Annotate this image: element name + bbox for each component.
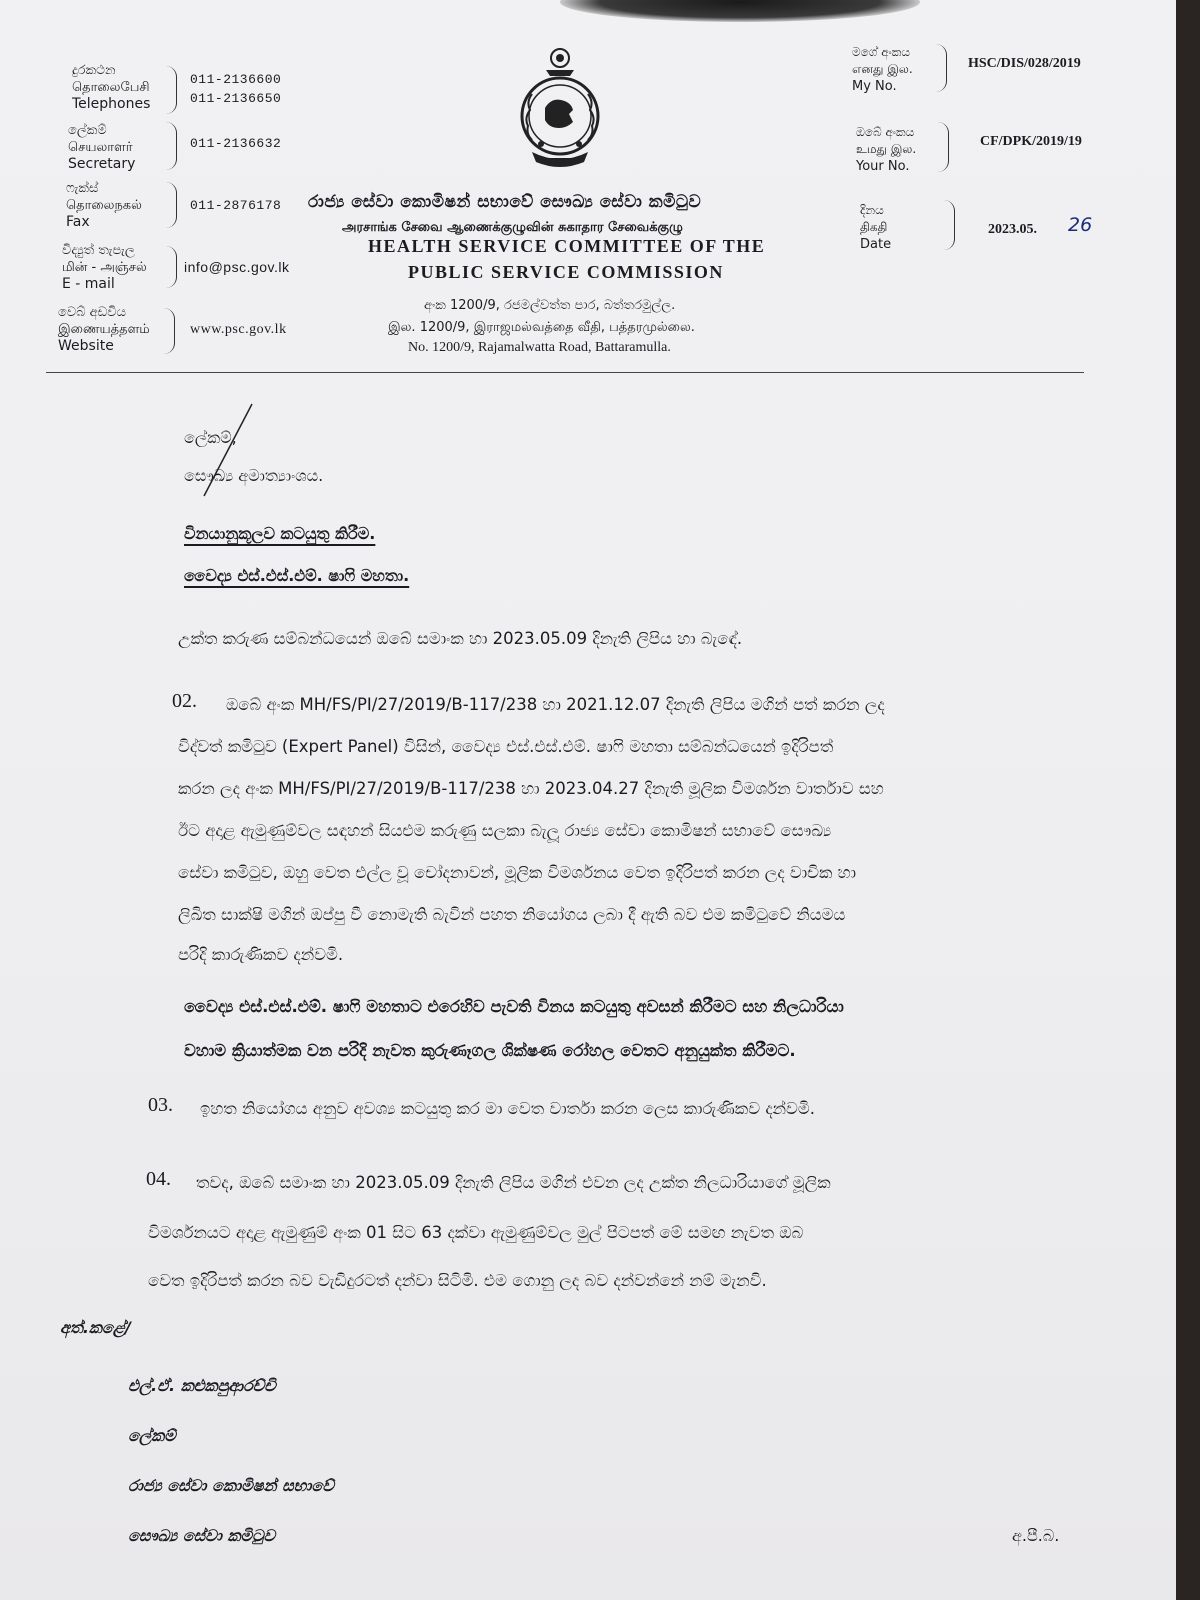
para-02-line: ඊට අදාළ ඇමුණුම්වල සඳහන් සියළුම කරුණු සලකා බැලූ රාජ්‍ය සේවා කොමිෂන් සභාවේ සෞඛ්‍ය: [178, 821, 832, 840]
brace: [166, 122, 177, 170]
brace: [938, 122, 949, 172]
secretary-value: 011-2136632: [190, 136, 282, 151]
brace: [944, 200, 955, 250]
fax-value: 011-2876178: [190, 198, 282, 213]
opening-paragraph: උක්ත කරුණ සම්බන්ධයෙන් ඔබේ සමාංක හා 2023.05.09 දිනැති ලිපිය හා බැඳේ.: [178, 629, 743, 648]
para-04-line: විමර්ශනයට අදාළ ඇමුණුම් අංක 01 සිට 63 දක්වා ඇමුණුම්වල මුල් පිටපත් මේ සමඟ නැවත ඔබ: [148, 1223, 804, 1242]
title-tamil: அரசாங்க சேவை ஆணைக்குழுவின் சுகாதார சேவைக்குழு: [342, 220, 683, 235]
brace: [166, 182, 177, 228]
website-link[interactable]: www.psc.gov.lk: [190, 322, 287, 337]
title-english-line1: HEALTH SERVICE COMMITTEE OF THE: [368, 236, 766, 256]
para-04-line: තවද, ඔබේ සමාංක හා 2023.05.09 දිනැති ලිපිය මගින් එවන ලද උක්ත නිලධාරියාගේ මූලික: [196, 1173, 831, 1192]
order-line: වහාම ක්‍රියාත්මක වන පරිදි නැවත කුරුණෑගල ශික්ෂණ රෝහල වෙතට අනුයුක්ත කිරීමට.: [184, 1041, 796, 1060]
contact-secretary-label: ලේකම් செயலாளர் Secretary: [68, 123, 136, 172]
initials: අ.පී.බ.: [1012, 1526, 1060, 1545]
subject-line2: වෛද්‍ය එස්.එස්.එම්. ෂාෆි මහතා.: [184, 566, 410, 585]
photo-shadow: [560, 0, 920, 22]
para-02-line: කරන ලද අංක MH/FS/PI/27/2019/B-117/238 හා 2023.04.27 දිනැති මූලික විමර්ශන වාර්තාව සහ: [178, 779, 884, 798]
para-02-number: 02.: [172, 690, 197, 712]
your-no-value: CF/DPK/2019/19: [980, 134, 1082, 149]
recipient-line1: ලේකම්,: [184, 428, 237, 447]
email-link[interactable]: info@psc.gov.lk: [184, 259, 290, 275]
para-03-text: ඉහත නියෝගය අනුව අවශ්‍ය කටයුතු කර මා වෙත වාර්තා කරන ලෙස කාරුණිකව දන්වමි.: [200, 1099, 816, 1118]
sri-lanka-emblem: [512, 44, 608, 172]
order-line: වෛද්‍ය එස්.එස්.එම්. ෂාෆි මහතාට එරෙහිව පැවති විනය කටයුතු අවසන් කිරීමට සහ නිලධාරියා: [184, 997, 844, 1016]
contact-website-label: වෙබ් අඩවිය இணையத்தளம் Website: [58, 305, 150, 354]
address-english: No. 1200/9, Rajamalwatta Road, Battaramulla.: [408, 340, 671, 355]
signatory-org-line2: සෞඛ්‍ය සේවා කමිටුව: [128, 1526, 275, 1545]
handwritten-date-day: 26: [1068, 214, 1093, 236]
brace: [164, 308, 175, 354]
contact-telephones-label: දුරකථන தொலைபேசி Telephones: [72, 63, 151, 112]
recipient-line2: සෞඛ්‍ය අමාත්‍යාංශය.: [184, 466, 324, 485]
para-02-line: පරිදි කාරුණිකව දන්වමි.: [178, 945, 344, 964]
brace: [166, 246, 177, 288]
contact-email-label: විද්‍යුත් තැපැල மின் - அஞ்சல் E - mail: [62, 243, 147, 292]
brace: [166, 66, 177, 114]
subject-line1: විනයානුකූලව කටයුතු කිරීම.: [184, 524, 376, 543]
signed-by-mark: අත්.කළේ/: [60, 1318, 131, 1337]
my-no-label: මගේ අංකය எனது இல. My No.: [852, 45, 913, 94]
header-divider: [46, 372, 1084, 373]
address-sinhala: අංක 1200/9, රජමල්වත්ත පාර, බත්තරමුල්ල.: [424, 298, 676, 313]
pen-strike-mark: [190, 400, 270, 500]
signatory-name: එල්.ඒ. කළුකපුආරච්චි: [128, 1376, 276, 1395]
para-02-line: ලිඛිත සාක්ෂි මගින් ඔප්පු වී නොමැති බැවින් පහත නියෝගය ලබා දී ඇති බව එම කමිටුවේ නියමය: [178, 905, 846, 924]
signatory-title: ලේකම්: [128, 1426, 176, 1445]
title-english-line2: PUBLIC SERVICE COMMISSION: [408, 262, 724, 282]
brace: [936, 44, 947, 92]
para-02-line: සේවා කමිටුව, ඔහු වෙත එල්ල වූ චෝදනාවන්, මූලික විමර්ශනය වෙත ඉදිරිපත් කරන ලද වාචික හා: [178, 863, 857, 882]
para-03-number: 03.: [148, 1094, 173, 1116]
date-label: දිනය திகதி Date: [860, 203, 892, 252]
date-value: 2023.05.: [988, 222, 1037, 237]
your-no-label: ඔබේ අංකය உமது இல. Your No.: [856, 125, 917, 174]
telephone-values: 011-2136600 011-2136650: [190, 72, 282, 106]
address-tamil: இல. 1200/9, இராஜமல்வத்தை வீதி, பத்தரமுல்லை.: [388, 320, 695, 335]
para-02-line: ඔබේ අංක MH/FS/PI/27/2019/B-117/238 හා 2021.12.07 දිනැති ලිපිය මගින් පත් කරන ලද: [226, 695, 885, 714]
para-02-line: විද්වත් කමිටුව (Expert Panel) විසින්, වෛද්‍ය එස්.එස්.එම්. ෂාෆි මහතා සම්බන්ධයෙන් ඉදිරිපත්: [178, 737, 834, 756]
title-sinhala: රාජ්‍ය සේවා කොමිෂන් සභාවේ සෞඛ්‍ය සේවා කමිටුව: [308, 192, 702, 212]
signatory-org-line1: රාජ්‍ය සේවා කොමිෂන් සභාවේ: [128, 1476, 334, 1495]
para-04-line: වෙත ඉදිරිපත් කරන බව වැඩිදුරටත් දන්වා සිටිමි. එම ගොනු ලද බව දන්වන්නේ නම් මැනවි.: [148, 1271, 767, 1290]
contact-fax-label: ෆැක්ස් தொலைநகல் Fax: [66, 181, 142, 230]
para-04-number: 04.: [146, 1168, 171, 1190]
my-no-value: HSC/DIS/028/2019: [968, 56, 1081, 71]
